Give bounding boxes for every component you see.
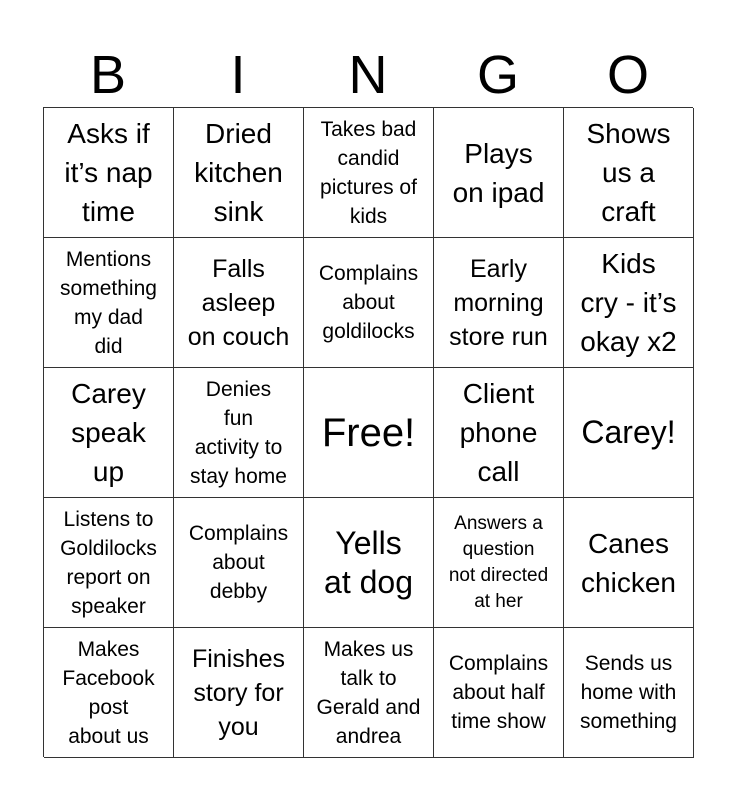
bingo-cell-o2[interactable]	[564, 238, 694, 368]
bingo-cell-i4[interactable]	[174, 498, 304, 628]
bingo-cell-b4[interactable]	[44, 498, 174, 628]
bingo-cell-o1[interactable]	[564, 108, 694, 238]
bingo-cell-g5[interactable]	[434, 628, 564, 758]
bingo-cell-n4[interactable]	[304, 498, 434, 628]
cell-text: Denies fun activity to stay home	[190, 377, 287, 488]
cell-text: Complains about debby	[188, 522, 289, 603]
bingo-cell-i5[interactable]	[174, 628, 304, 758]
bingo-cell-o5[interactable]	[564, 628, 694, 758]
cell-text: Makes us talk to Gerald and andrea	[316, 637, 421, 748]
bingo-cell-g3[interactable]	[434, 368, 564, 498]
cell-text: Shows us a craft	[586, 118, 671, 227]
cell-text: Takes bad candid pictures of kids	[320, 117, 417, 228]
bingo-cell-n2[interactable]	[304, 238, 434, 368]
cell-text: Carey!	[581, 414, 676, 450]
header-letter-n: N	[348, 45, 388, 105]
bingo-cell-g2[interactable]	[434, 238, 564, 368]
cell-text: Yells at dog	[324, 524, 413, 600]
cell-text: Makes Facebook post about us	[62, 637, 155, 748]
bingo-cell-i3[interactable]	[174, 368, 304, 498]
free-space-text: Free!	[321, 410, 416, 455]
cell-text: Listens to Goldilocks report on speaker	[60, 507, 157, 618]
bingo-card	[43, 107, 693, 757]
bingo-cell-o3[interactable]	[564, 368, 694, 498]
bingo-header	[43, 44, 693, 106]
bingo-cell-n5[interactable]	[304, 628, 434, 758]
cell-text: Complains about goldilocks	[318, 262, 419, 343]
bingo-cell-n1[interactable]	[304, 108, 434, 238]
cell-text: Falls asleep on couch	[187, 254, 290, 351]
bingo-cell-b1[interactable]	[44, 108, 174, 238]
cell-text: Carey speak up	[71, 378, 146, 487]
header-letter-o: O	[606, 45, 649, 105]
cell-text: Answers a question not directed at her	[448, 512, 549, 612]
cell-text: Mentions something my dad did	[60, 247, 157, 358]
bingo-cell-b2[interactable]	[44, 238, 174, 368]
cell-text: Asks if it’s nap time	[64, 118, 153, 227]
bingo-cell-i2[interactable]	[174, 238, 304, 368]
bingo-cell-b5[interactable]	[44, 628, 174, 758]
cell-text: Complains about half time show	[448, 652, 549, 733]
cell-text: Canes chicken	[581, 527, 676, 598]
cell-text: Kids cry - it’s okay x2	[580, 248, 677, 357]
bingo-cell-i1[interactable]	[174, 108, 304, 238]
bingo-cell-free[interactable]	[304, 368, 434, 498]
header-letter-i: I	[230, 45, 246, 105]
header-letter-b: B	[89, 45, 127, 105]
bingo-cell-g1[interactable]	[434, 108, 564, 238]
cell-text: Finishes story for you	[191, 644, 286, 741]
bingo-cell-g4[interactable]	[434, 498, 564, 628]
cell-text: Sends us home with something	[580, 652, 677, 733]
cell-text: Plays on ipad	[452, 137, 545, 208]
cell-text: Dried kitchen sink	[194, 118, 283, 227]
cell-text: Early morning store run	[449, 254, 548, 351]
cell-text: Client phone call	[459, 378, 538, 487]
bingo-cell-o4[interactable]	[564, 498, 694, 628]
header-letter-g: G	[476, 45, 519, 105]
bingo-cell-b3[interactable]	[44, 368, 174, 498]
